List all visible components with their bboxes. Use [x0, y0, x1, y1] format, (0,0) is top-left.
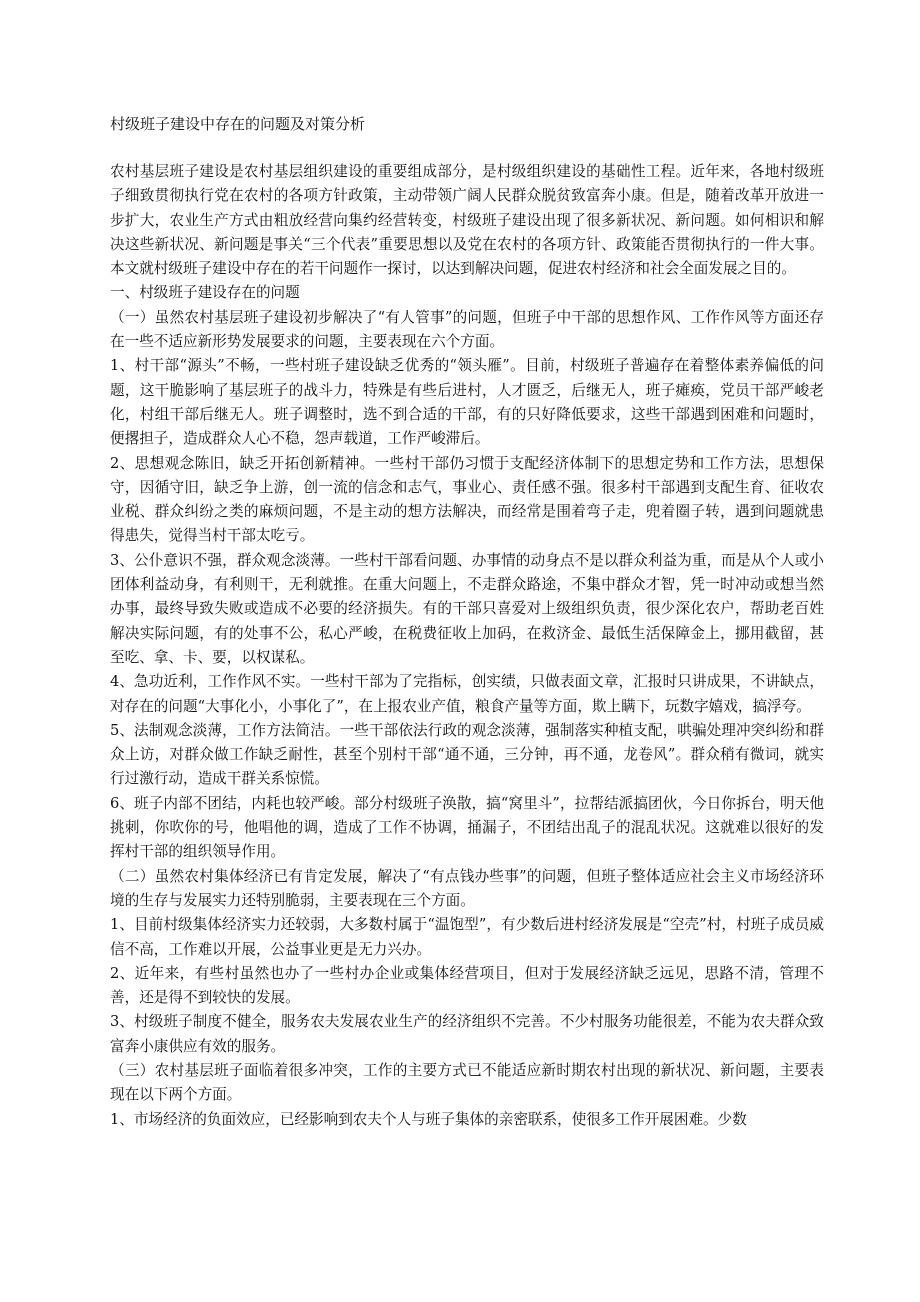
list-item: 1、目前村级集体经济实力还较弱，大多数村属于“温饱型”，有少数后进村经济发展是“空壳”村，村班子成员威信不高，工作难以开展，公益事业更是无力兴办。: [110, 916, 824, 958]
document-body: [110, 160, 824, 1132]
subsection-3: （三）农村基层班子面临着很多冲突，工作的主要方式已不能适应新时期农村出现的新状况、新问题，主要表现在以下两个方面。: [110, 1061, 824, 1104]
subsection-2: （二）虽然农村集体经济已有肯定发展，解决了“有点钱办些事”的问题，但班子整体适应社会主义市场经济环境的生存与发展实力还特别脆弱，主要表现在三个方面。: [110, 867, 824, 909]
list-item: 6、班子内部不团结，内耗也较严峻。部分村级班子涣散，搞“窝里斗”，拉帮结派搞团伙，今日你拆台，明天他挑刺，你吹你的号，他唱他的调，造成了工作不协调，捅漏子，不团结出乱子的混乱状况。这就难以很好的发挥村干部的组织领导作用。: [110, 794, 824, 861]
list-item: 2、近年来，有些村虽然也办了一些村办企业或集体经营项目，但对于发展经济缺乏远见，思路不清，管理不善，还是得不到较快的发展。: [110, 964, 824, 1007]
paragraph-intro: 农村基层班子建设是农村基层组织建设的重要组成部分，是村级组织建设的基础性工程。近年来，各地村级班子细致贯彻执行党在农村的各项方针政策，主动带领广阔人民群众脱贫致富奔小康。但是，随着改革开放进一步扩大，农业生产方式由粗放经营向集约经营转变，村级班子建设出现了很多新状况、新问题。如何相识和解决这些新状况、新问题是事关“三个代表”重要思想以及党在农村的各项方针、政策能否贯彻执行的一件大事。本文就村级班子建设中存在的若干问题作一探讨，以达到解决问题，促进农村经济和社会全面发展之目的。: [110, 163, 824, 278]
list-item: 4、急功近利，工作作风不实。一些村干部为了完指标，创实绩，只做表面文章，汇报时只讲成果，不讲缺点，对存在的问题“大事化小，小事化了”，在上报农业产值，粮食产量等方面，欺上瞒下，玩数字嬉戏，搞浮夸。: [110, 673, 824, 715]
list-item: 5、法制观念淡薄，工作方法简洁。一些干部依法行政的观念淡薄，强制落实种植支配，哄骗处理冲突纠纷和群众上访，对群众做工作缺乏耐性，甚至个别村干部“通不通，三分钟，再不通，龙卷风”。群众稍有微词，就实行过激行动，造成干群关系惊慌。: [110, 721, 824, 788]
list-item: 1、村干部“源头”不畅，一些村班子建设缺乏优秀的“领头雁”。目前，村级班子普遍存在着整体素养偏低的问题，这干脆影响了基层班子的战斗力，特殊是有些后进村，人才匮乏，后继无人，班子瘫痪，党员干部严峻老化，村组干部后继无人。班子调整时，选不到合适的干部，有的只好降低要求，这些干部遇到困难和问题时，便撂担子，造成群众人心不稳，怨声载道，工作严峻滞后。: [110, 357, 824, 448]
list-item: 2、思想观念陈旧，缺乏开拓创新精神。一些村干部仍习惯于支配经济体制下的思想定势和工作方法，思想保守，因循守旧，缺乏争上游，创一流的信念和志气，事业心、责任感不强。很多村干部遇到支配生育、征收农业税、群众纠纷之类的麻烦问题，不是主动的想方法解决，而经常是围着弯子走，兜着圈子转，遇到问题就患得患失，觉得当村干部太吃亏。: [110, 454, 824, 545]
section-heading-problems: 一、村级班子建设存在的问题: [110, 284, 300, 302]
list-item: 1、市场经济的负面效应，已经影响到农夫个人与班子集体的亲密联系，使很多工作开展困难。少数: [110, 1110, 747, 1128]
document-title: 村级班子建设中存在的问题及对策分析: [110, 115, 366, 133]
list-item: 3、村级班子制度不健全，服务农夫发展农业生产的经济组织不完善。不少村服务功能很差，不能为农夫群众致富奔小康供应有效的服务。: [110, 1013, 824, 1055]
subsection-1: （一）虽然农村基层班子建设初步解决了“有人管事”的问题，但班子中干部的思想作风、工作作风等方面还存在一些不适应新形势发展要求的问题，主要表现在六个方面。: [110, 308, 824, 351]
list-item: 3、公仆意识不强，群众观念淡薄。一些村干部看问题、办事情的动身点不是以群众利益为重，而是从个人或小团体利益动身，有利则干，无利就推。在重大问题上，不走群众路途，不集中群众才智，凭一时冲动或想当然办事，最终导致失败或造成不必要的经济损失。有的干部只喜爱对上级组织负责，很少深化农户，帮助老百姓解决实际问题，有的处事不公，私心严峻，在税费征收上加码，在救济金、最低生活保障金上，挪用截留，甚至吃、拿、卡、要，以权谋私。: [110, 551, 824, 666]
